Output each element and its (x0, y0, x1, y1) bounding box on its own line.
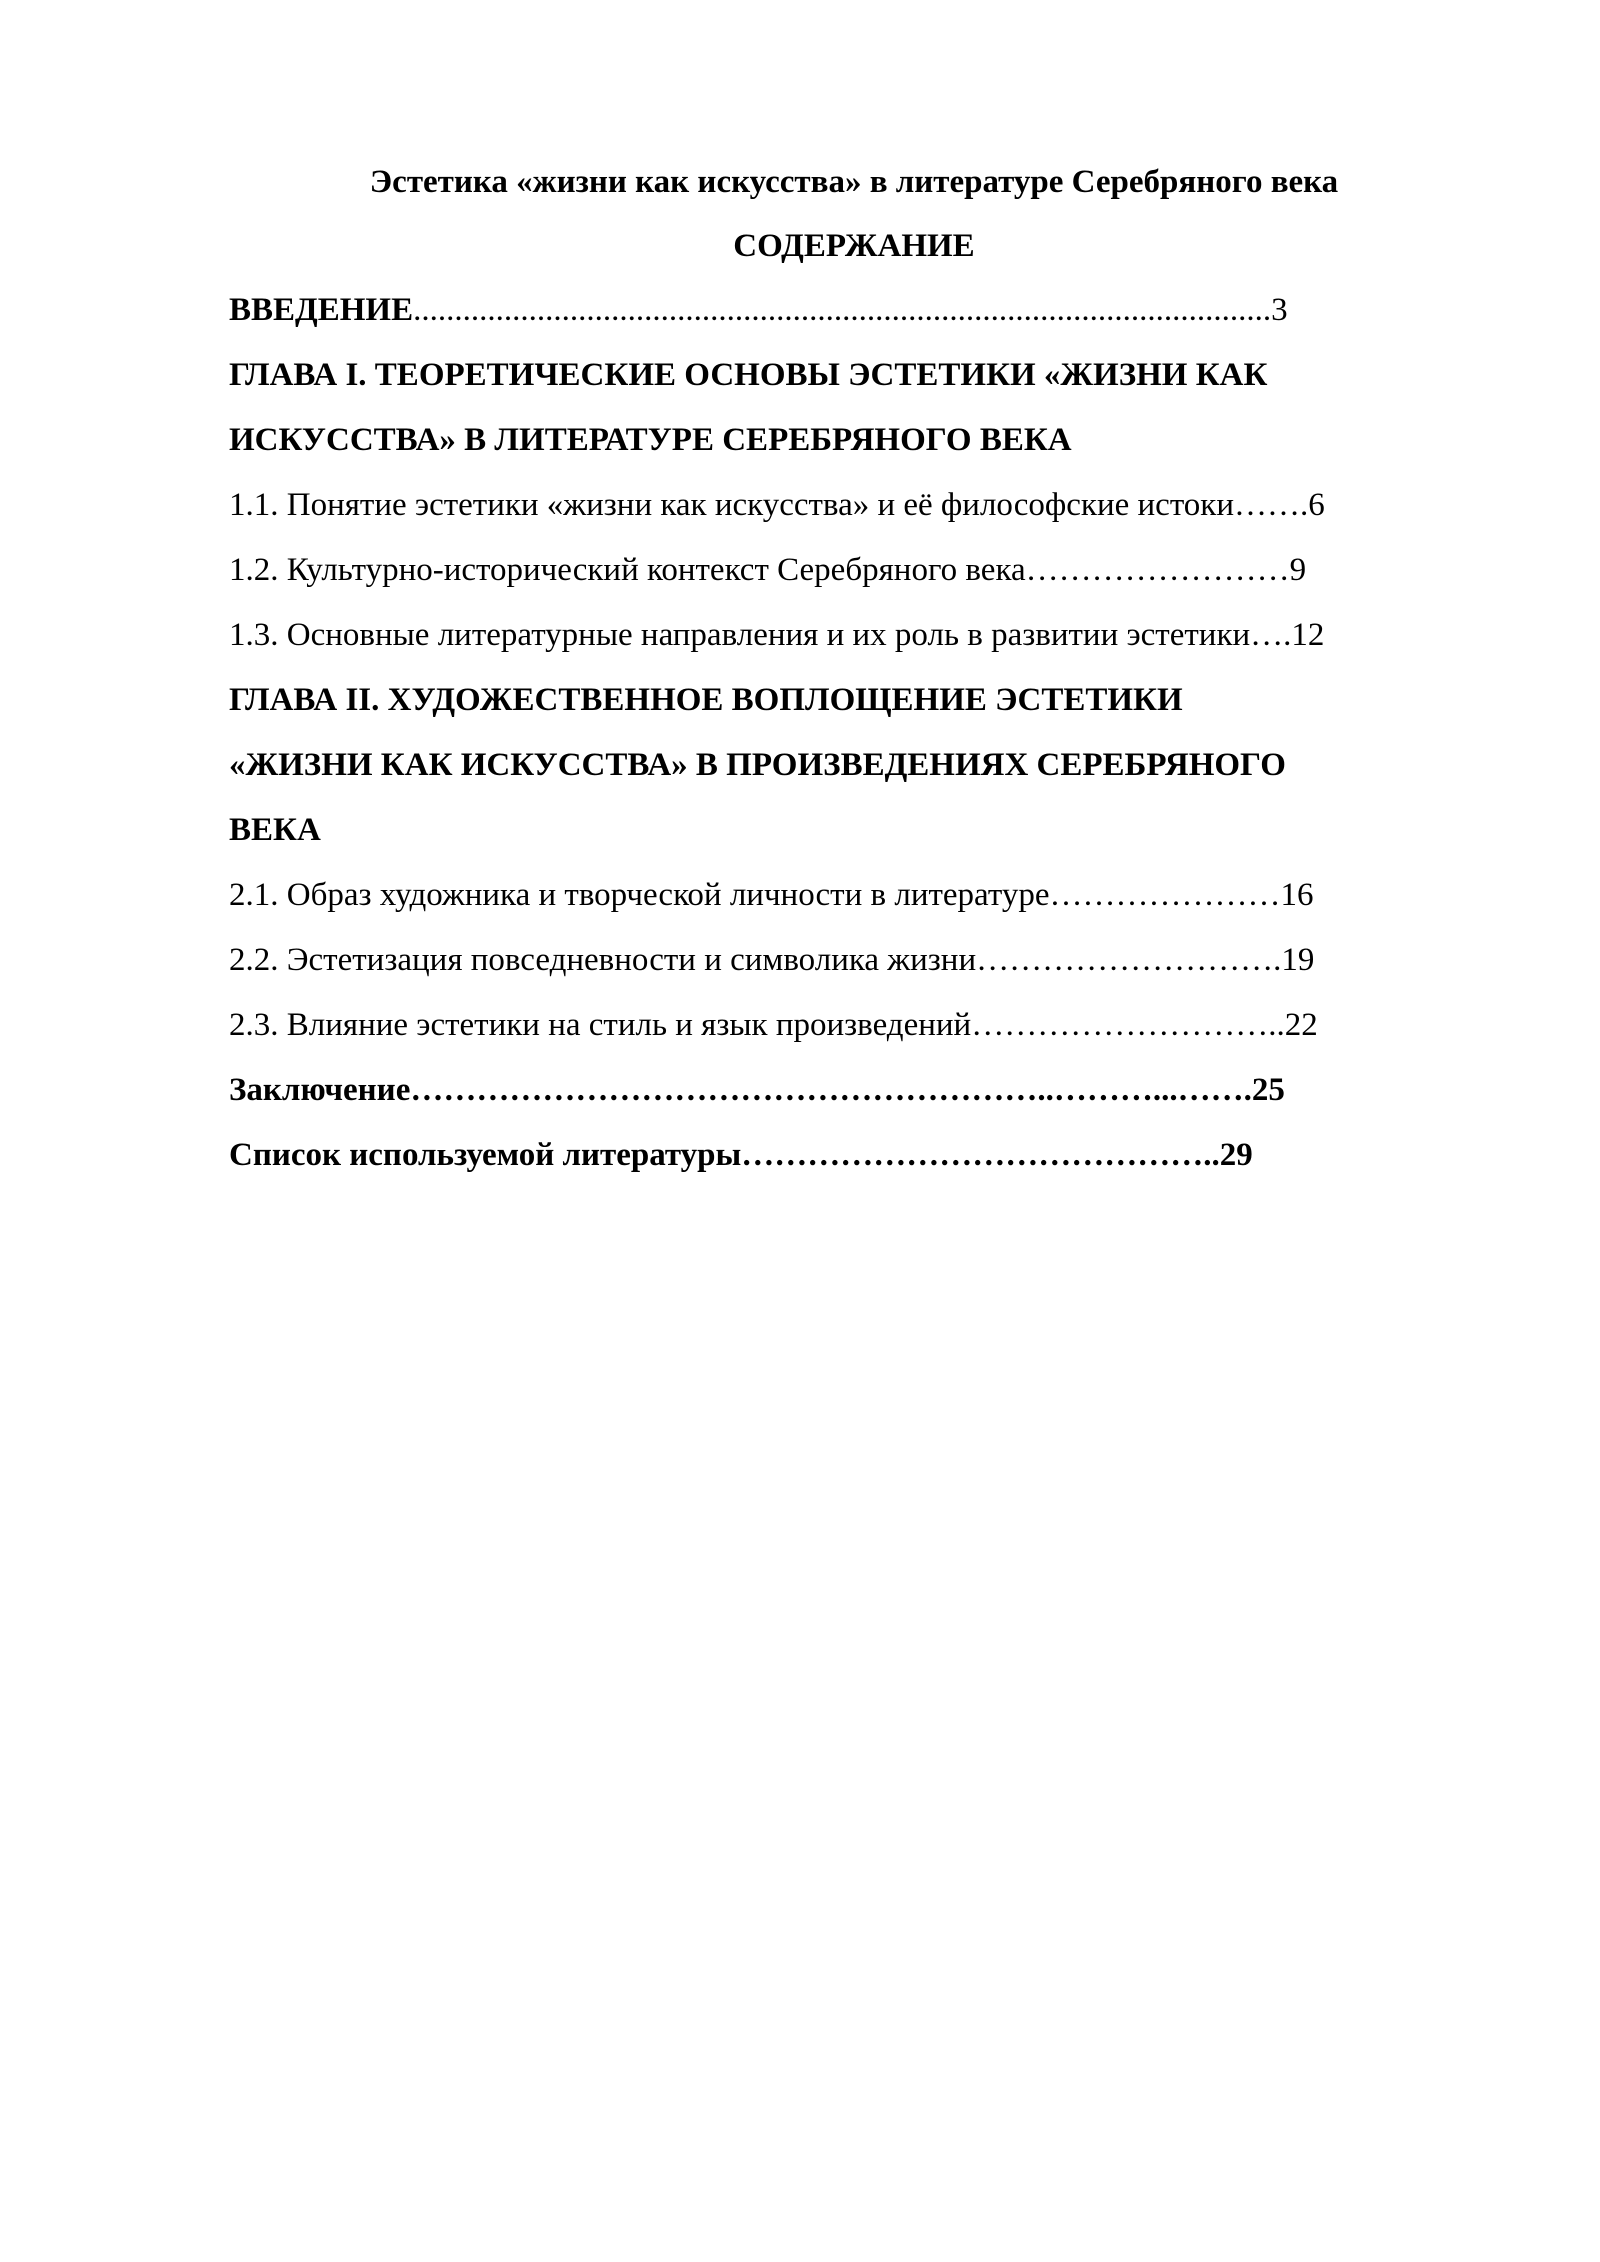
toc-chapter-2-heading: ГЛАВА II. ХУДОЖЕСТВЕННОЕ ВОПЛОЩЕНИЕ ЭСТЕТИКИ «ЖИЗНИ КАК ИСКУССТВА» В ПРОИЗВЕДЕНИЯХ СЕРЕБРЯНОГО ВЕКА (229, 682, 1286, 848)
document-title: Эстетика «жизни как искусства» в литературе Серебряного века (369, 164, 1339, 200)
toc-entry-2-2: 2.2. Эстетизация повседневности и символика жизни……………………….19 (229, 942, 1315, 978)
toc-entry-introduction (229, 278, 1479, 343)
toc-entry-introduction-label: ВВЕДЕНИЕ (229, 292, 414, 328)
page-content (229, 150, 1479, 1188)
toc-entry-2-3: 2.3. Влияние эстетики на стиль и язык произведений………………………..22 (229, 1007, 1318, 1043)
toc-entry-1-1: 1.1. Понятие эстетики «жизни как искусства» и её философские истоки…….6 (229, 487, 1325, 523)
toc-entry-conclusion: Заключение…………………………………………………..………...…….25 (229, 1072, 1285, 1108)
toc-heading: СОДЕРЖАНИЕ (733, 228, 975, 264)
toc-chapter-1-heading: ГЛАВА I. ТЕОРЕТИЧЕСКИЕ ОСНОВЫ ЭСТЕТИКИ «ЖИЗНИ КАК ИСКУССТВА» В ЛИТЕРАТУРЕ СЕРЕБРЯНОГО ВЕКА (229, 357, 1268, 458)
toc-entry-1-3: 1.3. Основные литературные направления и их роль в развитии эстетики….12 (229, 617, 1325, 653)
toc-entry-introduction-leader: ........................................................................................................3 (413, 292, 1288, 328)
toc-entry-references: Список используемой литературы……………………………………..29 (229, 1137, 1253, 1173)
toc-entry-2-1: 2.1. Образ художника и творческой личности в литературе…………………16 (229, 877, 1314, 913)
toc-entry-1-2: 1.2. Культурно-исторический контекст Серебряного века……………………9 (229, 552, 1307, 588)
